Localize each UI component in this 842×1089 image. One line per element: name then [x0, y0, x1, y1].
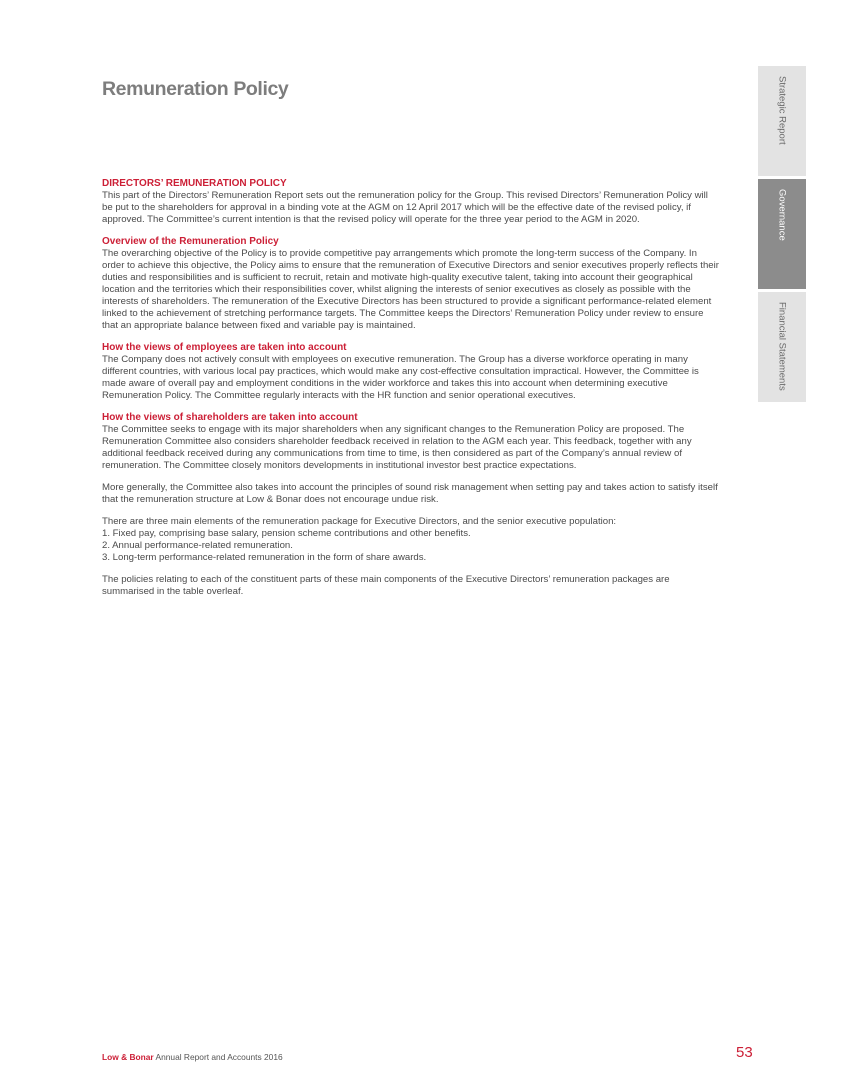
tab-strategic-report[interactable] — [758, 66, 806, 176]
section-heading: Overview of the Remuneration Policy — [102, 236, 279, 247]
section-paragraph: The Committee seeks to engage with its major shareholders when any significant changes to the Remuneration Policy are proposed. The Remuneration Committee also considers shareholder feedback received in relation to the AGM each year. This feedback, together with any additional feedback received during any communications from time to time, is then considered as part of the Company’s annual review of remuneration. The Committee closely monitors developments in institutional investor best practice expectations. — [102, 424, 692, 471]
tab-label: Strategic Report — [776, 76, 788, 145]
section-paragraph: The overarching objective of the Policy is to provide competitive pay arrangements which promote the long-term success of the Company. In order to achieve this objective, the Policy aims to ensure that the remuneration of Executive Directors and senior executives properly reflects their duties and responsibilities and is sufficient to recruit, retain and motivate high-quality executive talent, taking into account their geographical location and the territories which their responsibilities cover, whilst aligning the interests of senior executives as closely as possible with the interests of shareholders. The remuneration of the Executive Directors has been structured to provide a significant performance-related element linked to the achievement of stretching performance targets. The Committee keeps the Directors’ Remuneration Policy under review to ensure that an appropriate balance between fixed and variable pay is maintained. — [102, 248, 719, 331]
section-paragraph: More generally, the Committee also takes into account the principles of sound risk management when setting pay and takes action to satisfy itself that the remuneration structure at Low & Bonar does not encourage undue risk. — [102, 482, 718, 505]
list-item: 3. Long-term performance-related remuneration in the form of share awards. — [102, 552, 427, 563]
footer-text: Annual Report and Accounts 2016 — [153, 1052, 283, 1062]
section-shareholders — [102, 412, 720, 598]
footer — [102, 1052, 283, 1062]
tab-label: Financial Statements — [776, 302, 788, 391]
section-paragraph: This part of the Directors’ Remuneration Report sets out the remuneration policy for the Group. This revised Directors’ Remuneration Policy will be put to the shareholders for approval in a binding vote at the AGM on 12 April 2017 which will be the effective date of the revised policy, if approved. The Committee’s current intention is that the revised policy will operate for the three year period to the AGM in 2020. — [102, 190, 708, 225]
section-tabs — [758, 66, 806, 405]
tab-label: Governance — [776, 189, 788, 241]
section-heading: How the views of employees are taken into account — [102, 342, 347, 353]
section-directors-policy — [102, 178, 720, 226]
footer-brand: Low & Bonar — [102, 1052, 154, 1062]
page-number: 53 — [736, 1044, 753, 1061]
tab-financial-statements[interactable] — [758, 292, 806, 402]
tab-governance[interactable] — [758, 179, 806, 289]
section-employees — [102, 342, 720, 402]
section-paragraph: The Company does not actively consult with employees on executive remuneration. The Group has a diverse workforce operating in many different countries, with various local pay practices, which would make any cost-effective consultation impractical. However, the Committee is made aware of overall pay and employment conditions in the wider workforce and takes this into account when determining executive Remuneration Policy. The Committee regularly interacts with the HR function and senior operational executives. — [102, 354, 699, 401]
list-intro: There are three main elements of the remuneration package for Executive Directors, and the senior executive population: — [102, 516, 617, 527]
main-content — [102, 178, 720, 608]
remuneration-elements-list — [102, 528, 720, 564]
section-overview — [102, 236, 720, 332]
page-title: Remuneration Policy — [102, 78, 289, 100]
list-item: 1. Fixed pay, comprising base salary, pension scheme contributions and other benefits. — [102, 528, 471, 539]
list-item: 2. Annual performance-related remuneration. — [102, 540, 293, 551]
section-heading: How the views of shareholders are taken into account — [102, 412, 358, 423]
closing-paragraph: The policies relating to each of the constituent parts of these main components of the Executive Directors’ remuneration packages are summarised in the table overleaf. — [102, 574, 670, 597]
section-heading: DIRECTORS’ REMUNERATION POLICY — [102, 178, 287, 189]
